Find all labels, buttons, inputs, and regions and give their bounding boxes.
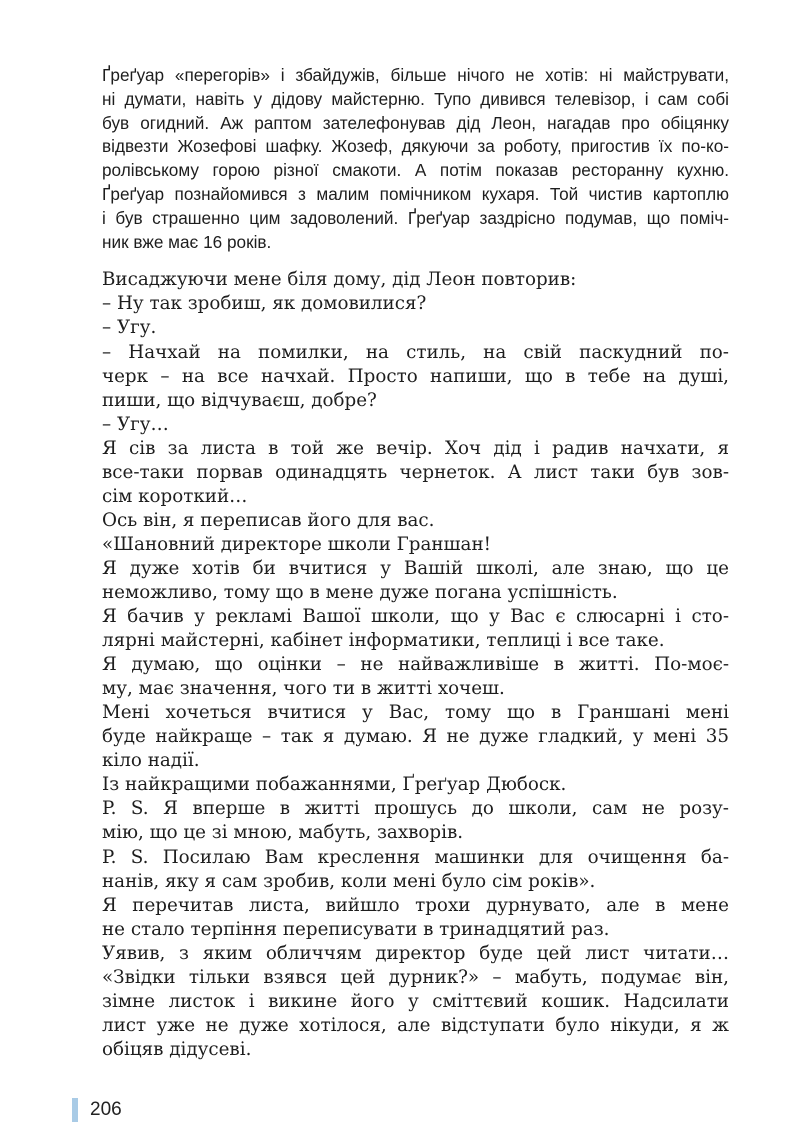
story-line: «Шановний директоре школи Граншан! [102,533,491,555]
story-line: Мені хочеться вчитися у Вас, тому що в Граншані мені [102,702,729,724]
story-paragraph [102,942,729,1062]
summary-line: був огидний. Аж раптом зателефонував дід Леон, нагадав про обіцянку [102,112,729,133]
story-line: P. S. Посилаю Вам креслення машинки для очищення ба- [102,846,729,868]
summary-line: відвезти Жозефові шафку. Жозеф, дякуючи за роботу, пригостив їх по-ко- [102,136,729,157]
page-number: 206 [90,1099,122,1120]
story-line: неможливо, тому що в мене дуже погана успішність. [102,581,618,603]
story-line: P. S. Я вперше в житті прошусь до школи, сам не розу- [102,798,729,820]
story-paragraph [102,316,729,340]
summary-line: Ґреґуар «перегорів» і збайдужів, більше нічого не хотів: ні майструвати, [102,65,729,85]
page-content [102,64,729,1062]
page-number-accent-bar [72,1098,78,1122]
story-line: буде найкраще – так я думаю. Я не дуже гладкий, у мені 35 [102,726,729,748]
story-paragraph [102,605,729,653]
story-paragraph [102,533,729,557]
story-paragraph [102,268,729,292]
story-line: Висаджуючи мене біля дому, дід Леон повторив: [102,269,577,291]
story-line: Я думаю, що оцінки – не найважливіше в житті. По-моє- [102,654,729,676]
summary-line: Ґреґуар познайомився з малим помічником кухаря. Той чистив картоплю [102,183,729,204]
story-line: зімне листок і викине його у сміттєвий кошик. Надсилати [102,990,729,1012]
story-line: обіцяв дідусеві. [102,1038,252,1060]
story-line: Я перечитав листа, вийшло трохи дурнувато, але в мене [102,894,729,916]
story-paragraph [102,846,729,894]
story-paragraph [102,557,729,605]
story-line: Я сів за листа в той же вечір. Хоч дід і радив начхати, я [102,437,729,459]
story-line: лист уже не дуже хотілося, але відступати було нікуди, я ж [102,1014,729,1036]
story-paragraph [102,437,729,509]
summary-line: і був страшенно цим задоволений. Ґреґуар заздрісно подумав, що поміч- [102,207,729,228]
story-line: Уявив, з яким обличчям директор буде цей лист читати… [102,942,729,964]
story-paragraph [102,509,729,533]
story-line: пиши, що відчуваєш, добре? [102,389,377,411]
story-line: Я дуже хотів би вчитися у Вашій школі, але знаю, що це [102,557,729,579]
story-line: лярні майстерні, кабінет інформатики, теплиці і все таке. [102,630,665,652]
story-paragraph [102,797,729,845]
story-line: – Начхай на помилки, на стиль, на свій паскудний по- [102,341,729,363]
story-line: кіло надії. [102,750,200,772]
story-paragraph [102,894,729,942]
chapter-summary [102,64,729,254]
story-line: – Ну так зробиш, як домовилися? [102,293,427,315]
story-line: – Угу. [102,317,157,339]
story-paragraph [102,292,729,316]
story-line: му, має значення, чого ти в житті хочеш. [102,678,505,700]
story-line: сім короткий… [102,485,248,507]
story-line: – Угу… [102,413,169,435]
story-line: не стало терпіння переписувати в тринадцятий раз. [102,918,610,940]
story-line: черк – на все начхай. Просто напиши, що в тебе на душі, [102,365,729,387]
summary-line: ник вже має 16 років. [102,231,272,252]
page-footer [72,1098,122,1122]
story-line: Із найкращими побажаннями, Ґреґуар Дюбоск. [102,774,567,796]
story-line: Я бачив у рекламі Вашої школи, що у Вас є слюсарні і сто- [102,606,729,628]
story-line: Ось він, я переписав його для вас. [102,509,435,531]
story-line: нанів, яку я сам зробив, коли мені було сім років». [102,870,596,892]
story-paragraph [102,773,729,797]
summary-line: ролівському горою різної смакоти. А потім показав ресторанну кухню. [102,160,729,181]
story-line: мію, що це зі мною, мабуть, захворів. [102,822,464,844]
story-paragraph [102,701,729,773]
story-paragraph [102,653,729,701]
story-line: «Звідки тільки взявся цей дурник?» – мабуть, подумає він, [102,966,729,988]
story-text [102,268,729,1062]
story-paragraph [102,341,729,413]
summary-line: ні думати, навіть у дідову майстерню. Тупо дивився телевізор, і сам собі [102,88,729,109]
story-paragraph [102,413,729,437]
story-line: все-таки порвав одинадцять чернеток. А лист таки був зов- [102,461,729,483]
